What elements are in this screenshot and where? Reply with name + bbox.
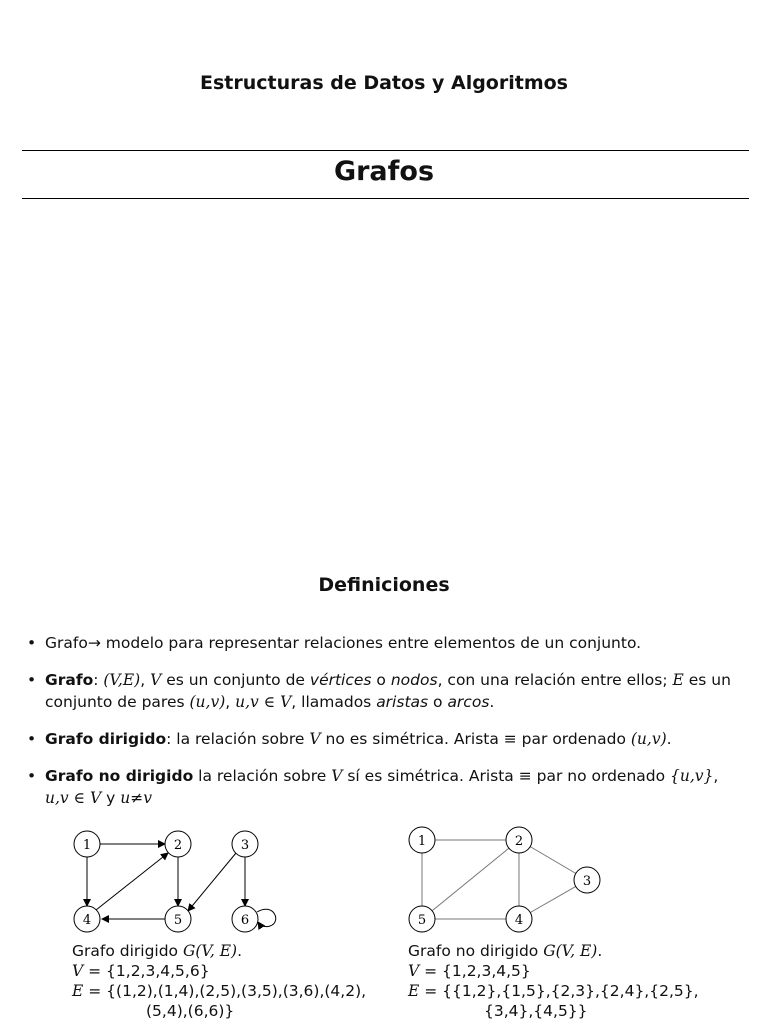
text: , llamados [291, 693, 377, 711]
caption-line [408, 961, 699, 981]
text: : [93, 671, 104, 689]
node-label-5: 5 [417, 913, 427, 928]
math: G(V, E) [182, 942, 238, 960]
node-label-2: 2 [514, 834, 524, 849]
node-label-5: 5 [173, 913, 183, 928]
node-label-4: 4 [82, 913, 92, 928]
math: E [408, 982, 420, 1000]
text: , [713, 767, 719, 785]
math: E [72, 982, 84, 1000]
text: Grafo dirigido [72, 942, 183, 960]
undirected-graph-caption [408, 941, 699, 1021]
caption-line [72, 981, 366, 1001]
caption-line [72, 941, 366, 961]
text: = {1,2,3,4,5,6} [83, 962, 210, 980]
math: u≠v [120, 789, 152, 807]
text: . [237, 942, 243, 960]
node-label-2: 2 [173, 838, 183, 853]
text: Grafo no dirigido [408, 942, 544, 960]
undirected-graph-diagram [400, 818, 610, 940]
edge-6-6 [257, 909, 276, 926]
title-rule-top [22, 150, 749, 151]
node-label-4: 4 [514, 913, 524, 928]
math: V [408, 962, 420, 980]
node-label-6: 6 [240, 913, 250, 928]
text: = {{1,2},{1,5},{2,3},{2,4},{2,5}, [419, 982, 699, 1000]
math: V [309, 730, 321, 748]
text: es un conjunto de pares [45, 671, 731, 711]
math: V [150, 671, 162, 689]
course-title: Estructuras de Datos y Algoritmos [199, 72, 568, 94]
list-item [27, 728, 749, 750]
text: = {1,2,3,4,5} [419, 962, 531, 980]
edge-4-2 [96, 853, 168, 910]
term: Grafo no dirigido [45, 767, 194, 785]
text: : la relación sobre [166, 730, 310, 748]
emphasis: nodos [390, 671, 438, 689]
text: la relación sobre [193, 767, 332, 785]
text: = {(1,2),(1,4),(2,5),(3,5),(3,6),(4,2), [83, 982, 367, 1000]
text: (5,4),(6,6)} [146, 1002, 235, 1020]
node-label-1: 1 [417, 834, 427, 849]
edge-3-5 [188, 853, 236, 911]
caption-line [408, 941, 699, 961]
section-heading: Definiciones [318, 574, 450, 596]
math: (V,E) [103, 671, 141, 689]
node-label-3: 3 [582, 874, 592, 889]
text: , [225, 693, 236, 711]
text: no es simétrica. Arista ≡ par ordenado [320, 730, 631, 748]
term: Grafo [45, 671, 94, 689]
slide-title: Grafos [333, 156, 435, 187]
text: sí es simétrica. Arista ≡ par no ordenado [342, 767, 671, 785]
emphasis: arcos [447, 693, 490, 711]
caption-line [72, 961, 366, 981]
directed-graph-caption [72, 941, 366, 1021]
text: o [371, 671, 391, 689]
text: . [597, 942, 603, 960]
math: G(V, E) [543, 942, 598, 960]
text: . [666, 730, 672, 748]
caption-line [408, 981, 699, 1001]
emphasis: aristas [376, 693, 429, 711]
text: . [489, 693, 495, 711]
math: u,v ∈ V [235, 693, 292, 711]
math: E [672, 671, 684, 689]
math: V [331, 767, 343, 785]
text: y [101, 789, 121, 807]
caption-line [408, 1001, 699, 1021]
emphasis: vértices [309, 671, 372, 689]
math: V [72, 962, 84, 980]
math: u,v ∈ V [45, 789, 102, 807]
list-item [27, 632, 749, 654]
term: Grafo dirigido [45, 730, 167, 748]
node-label-1: 1 [82, 838, 92, 853]
directed-graph-diagram [60, 822, 290, 942]
edge-2-5 [422, 840, 519, 919]
list-item [27, 669, 749, 713]
text: es un conjunto de [161, 671, 310, 689]
definitions-list [27, 632, 749, 824]
math: (u,v) [189, 693, 226, 711]
node-label-3: 3 [240, 838, 250, 853]
text: , con una relación entre ellos; [437, 671, 673, 689]
bullet-text: Grafo→ modelo para representar relaciones entre elementos de un conjunto. [45, 634, 642, 652]
math: {u,v} [670, 767, 714, 785]
text: , [140, 671, 151, 689]
text: o [428, 693, 448, 711]
text: {3,4},{4,5}} [484, 1002, 588, 1020]
list-item [27, 765, 749, 809]
title-rule-bottom [22, 198, 749, 199]
math: (u,v) [630, 730, 667, 748]
caption-line [72, 1001, 366, 1021]
